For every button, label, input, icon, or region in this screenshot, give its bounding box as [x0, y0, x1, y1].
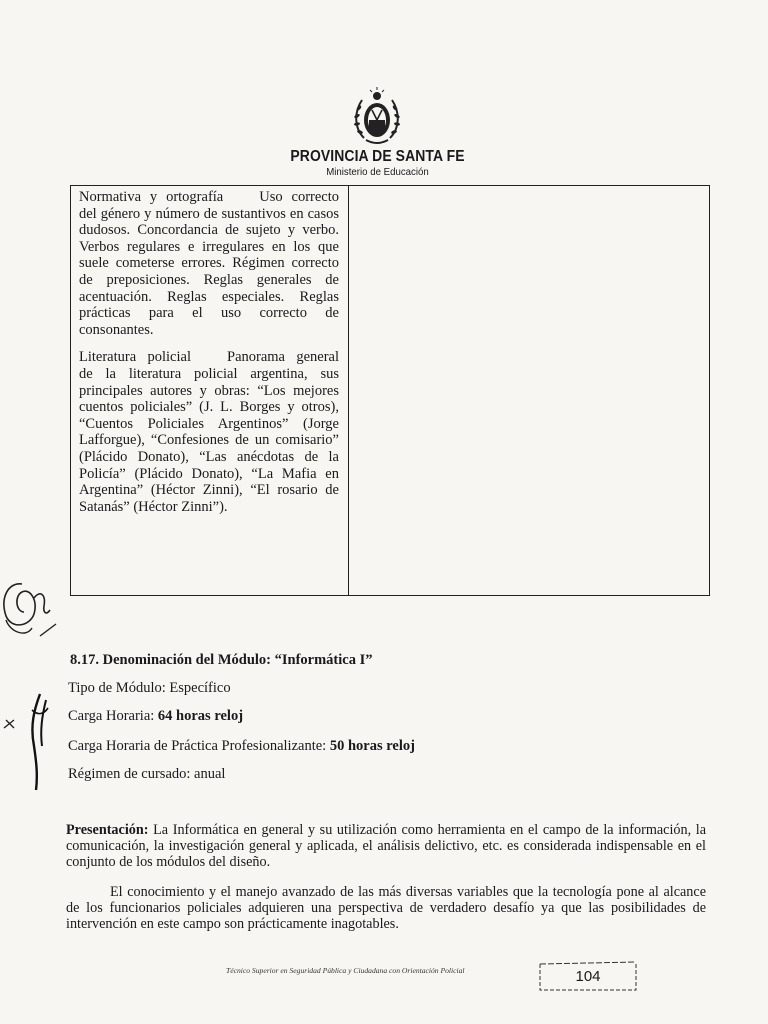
table-column-divider: [348, 186, 349, 595]
module-regime: Régimen de cursado: anual: [68, 766, 226, 782]
presentation-paragraph: Presentación: La Informática en general y su utilización como herramienta en el campo de la información, la comunicación, la investigación general y aplicada, el análisis delictivo, etc. es considerada indispensable en el conjunto de los módulos del diseño.: [66, 822, 706, 871]
module-hours: Carga Horaria: 64 horas reloj: [68, 708, 244, 724]
module-practice-hours: Carga Horaria de Práctica Profesionalizante: 50 horas reloj: [68, 738, 415, 754]
province-title: PROVINCIA DE SANTA FE: [290, 148, 465, 165]
second-paragraph: El conocimiento y el manejo avanzado de las más diversas variables que la tecnología pone al alcance de los funcionarios policiales adquieren una perspectiva de verdadero desafío ya que las posibilidades de intervención en este campo son prácticamente inagotables.: [66, 884, 706, 933]
topic-text: Uso correcto del género y número de sustantivos en casos dudosos. Concordancia de sujeto y verbo. Verbos regulares e irregulares en los que suele cometerse errores. Régimen correcto de preposiciones. Reglas generales de acentuación. Reglas especiales. Reglas prácticas para el uso correcto de consonantes.: [79, 189, 339, 338]
table-left-cell: [79, 189, 339, 515]
page-number: 104: [575, 968, 601, 985]
footer-caption: Técnico Superior en Seguridad Pública y Ciudadana con Orientación Policial: [226, 966, 465, 975]
table-paragraph: [79, 189, 339, 338]
handwritten-signature-mark: [0, 576, 60, 656]
table-paragraph: [79, 349, 339, 515]
module-type: Tipo de Módulo: Específico: [68, 680, 231, 696]
ministry-subtitle: Ministerio de Educación: [326, 166, 429, 178]
handwritten-initial-mark: [0, 690, 60, 800]
topic-heading: Literatura policial: [79, 349, 191, 366]
provincial-coat-of-arms-icon: [350, 86, 404, 148]
page-number-box: [538, 960, 638, 992]
module-heading: 8.17. Denominación del Módulo: “Informática I”: [70, 652, 373, 668]
topic-text: Panorama general de la literatura policial argentina, sus principales autores y obras: “Los mejores cuentos policiales” (J. L. Borges y otros), “Cuentos Policiales Argentinos” (Jorge Lafforgue), “Confesiones de un comisario” (Plácido Donato), “Las anécdotas de la Policía” (Plácido Donato), “La Mafia en Argentina” (Héctor Zinni), “El rosario de Satanás” (Héctor Zinni”).: [79, 349, 339, 515]
content-table: [70, 185, 710, 596]
topic-heading: Normativa y ortografía: [79, 189, 224, 205]
